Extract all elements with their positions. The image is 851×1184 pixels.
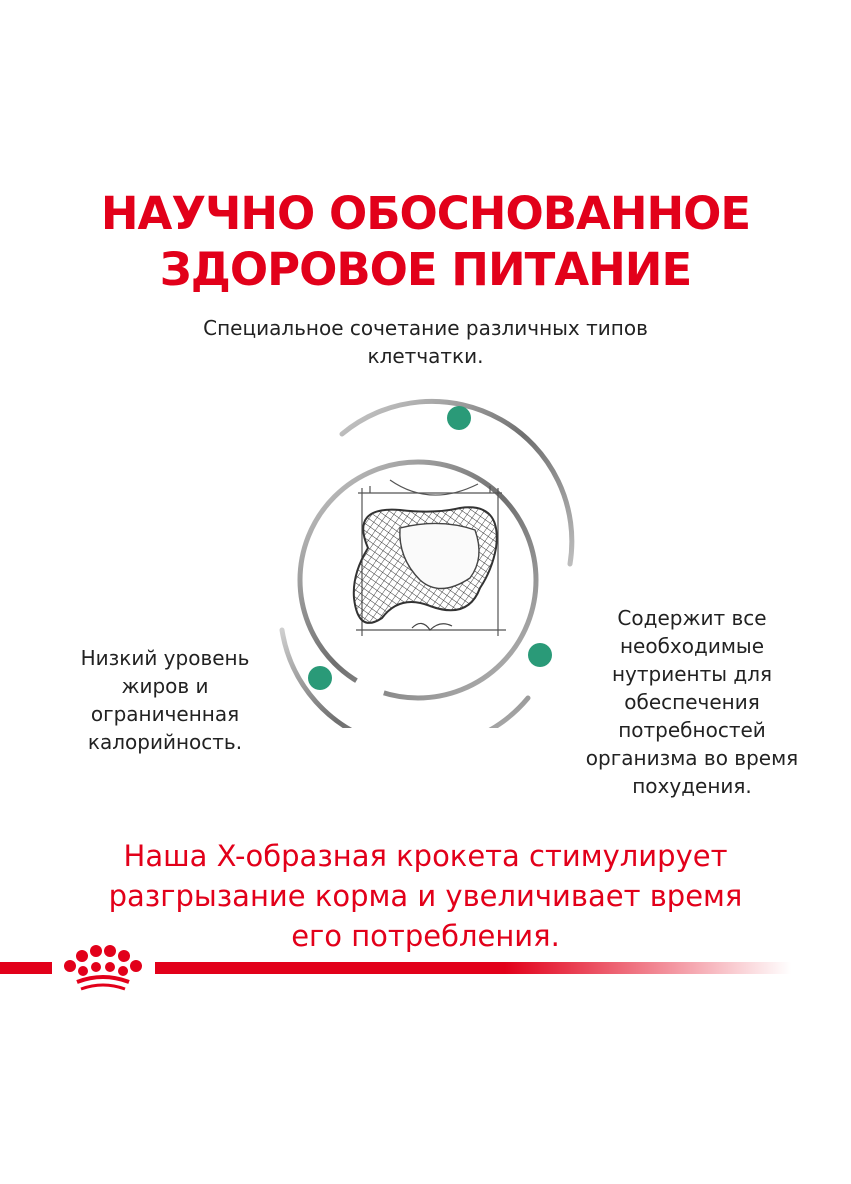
right-text-line-3: нутриенты для: [611, 662, 773, 686]
bottom-text-line-1: Наша X-образная крокета стимулирует: [123, 839, 728, 873]
left-text-line-4: калорийность.: [87, 730, 243, 754]
brand-line-right: [155, 962, 791, 974]
bottom-text-line-2: разгрызание корма и увеличивает время: [108, 879, 743, 913]
kibble-diagram: [270, 398, 590, 728]
subtitle-line-2: клетчатки.: [367, 344, 484, 368]
brand-line-left: [0, 962, 52, 974]
subtitle-line-1: Специальное сочетание различных типов: [203, 316, 648, 340]
bottom-text: [40, 836, 811, 956]
headline-line-2: ЗДОРОВОЕ ПИТАНИЕ: [159, 243, 692, 296]
left-text-line-2: жиров и: [121, 674, 209, 698]
headline: [0, 186, 851, 298]
subtitle: [200, 314, 651, 370]
green-dot-left: [308, 666, 332, 690]
x-shaped-kibble-sketch-icon: [354, 507, 497, 630]
green-dot-top: [447, 406, 471, 430]
bottom-text-line-3: его потребления.: [291, 919, 560, 953]
right-text-line-1: Содержит все: [617, 606, 767, 630]
left-text: [50, 644, 280, 756]
headline-line-1: НАУЧНО ОБОСНОВАННОЕ: [100, 187, 751, 240]
left-text-line-3: ограниченная: [90, 702, 240, 726]
right-text: [562, 604, 822, 800]
right-text-line-5: потребностей: [618, 718, 766, 742]
royal-canin-crown-icon: [57, 940, 149, 996]
left-text-line-1: Низкий уровень: [80, 646, 250, 670]
green-dot-right: [528, 643, 552, 667]
right-text-line-6: организма во время: [585, 746, 799, 770]
right-text-line-4: обеспечения: [624, 690, 760, 714]
right-text-line-2: необходимые: [619, 634, 765, 658]
right-text-line-7: похудения.: [632, 774, 752, 798]
